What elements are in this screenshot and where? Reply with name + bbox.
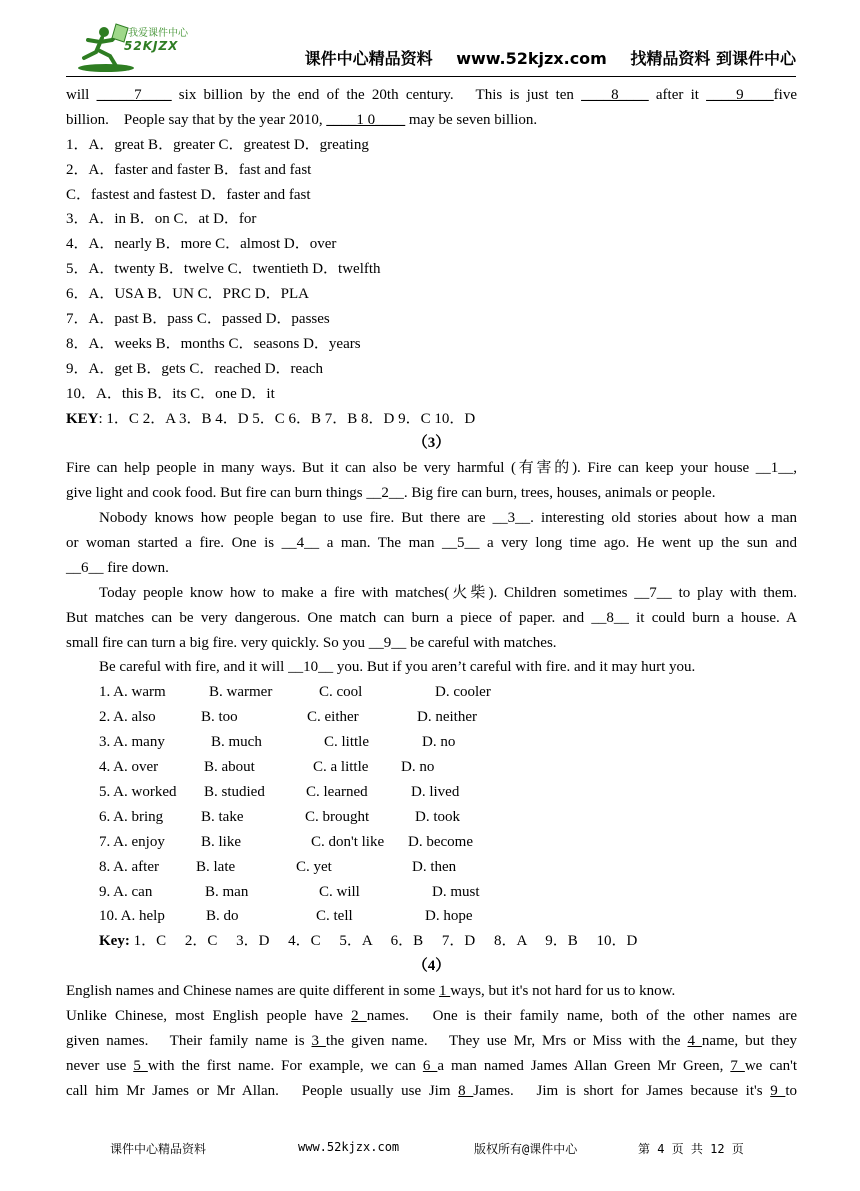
option-table	[66, 680, 797, 929]
header-slogan: 找精品资料 到课件中心	[630, 49, 796, 68]
document-body	[66, 83, 797, 1104]
option-cell: D. no	[422, 734, 456, 751]
text-line: small fire can turn a big fire. very quickly. So you __9__ be careful with matches.	[66, 634, 557, 651]
answer-key: Key: 1．C 2．C 3．D 4．C 5．A 6．B 7．D 8．A 9．B 10．D	[99, 933, 638, 950]
option-cell: D. cooler	[435, 684, 491, 701]
option-cell: B. man	[205, 883, 249, 900]
header-title-cn: 课件中心精品资料	[304, 49, 433, 68]
option-cell: C. learned	[306, 783, 368, 800]
text-line: Be careful with fire, and it will __10__ you. But if you aren’t careful with fire. and it may hurt you.	[99, 659, 696, 676]
option-cell: B. late	[196, 858, 236, 875]
logo-top-text: 我爱课件中心	[128, 28, 188, 39]
page-header	[66, 20, 796, 77]
passage-4	[66, 979, 797, 1103]
header-title	[287, 46, 796, 69]
option-cell: C. little	[324, 734, 369, 751]
option-cell: 10. A. help	[99, 908, 165, 925]
footer-copyright: 版权所有@课件中心	[474, 1142, 578, 1156]
option-cell: 2. A. also	[99, 709, 156, 726]
header-url[interactable]: www.52kjzx.com	[456, 49, 607, 68]
section-heading: （4）	[412, 958, 451, 975]
option-cell: B. studied	[204, 783, 265, 800]
option-cell: 9. A. can	[99, 883, 153, 900]
answer-key: KEY: 1．C 2．A 3．B 4．D 5．C 6．B 7．B 8．D 9．C 10．D	[66, 410, 476, 427]
option-line: 1．A．great B．greater C．greatest D．greating	[66, 136, 369, 153]
option-cell: B. take	[201, 808, 244, 825]
text-line: __6__ fire down.	[66, 559, 169, 576]
text-line: Today people know how to make a fire with matches(火柴). Children sometimes __7__ to play with them.	[99, 584, 797, 601]
site-logo	[76, 20, 216, 74]
option-cell: D. must	[432, 883, 480, 900]
option-cell: 5. A. worked	[99, 783, 177, 800]
option-cell: 8. A. after	[99, 858, 159, 875]
option-cell: C. either	[307, 709, 359, 726]
option-row	[66, 805, 797, 830]
option-cell: D. lived	[411, 783, 460, 800]
option-cell: 4. A. over	[99, 759, 159, 776]
text-line: English names and Chinese names are quite different in some 1 ways, but it's not hard for us to know.	[66, 983, 676, 1000]
option-row	[66, 705, 797, 730]
option-line: 8．A．weeks B．months C．seasons D．years	[66, 335, 361, 352]
option-line: C．fastest and fastest D．faster and fast	[66, 186, 311, 203]
option-cell: B. about	[204, 759, 255, 776]
option-cell: B. too	[201, 709, 238, 726]
option-cell: C. a little	[313, 759, 369, 776]
text-line: billion. People say that by the year 2010, ____1 0____ may be seven billion.	[66, 111, 538, 128]
text-line: But matches can be very dangerous. One match can burn a piece of paper. and __8__ it could burn a house. A	[66, 609, 797, 626]
option-row	[66, 780, 797, 805]
option-cell: B. much	[211, 734, 262, 751]
option-line: 5．A．twenty B．twelve C．twentieth D．twelfth	[66, 261, 381, 278]
option-row	[66, 880, 797, 905]
option-cell: D. neither	[417, 709, 477, 726]
option-row	[66, 830, 797, 855]
option-line: 7．A．past B．pass C．passed D．passes	[66, 311, 330, 328]
option-cell: D. hope	[425, 908, 473, 925]
option-cell: C. brought	[305, 808, 370, 825]
footer-brand: 课件中心精品资料	[110, 1142, 207, 1156]
option-row	[66, 904, 797, 929]
option-cell: C. cool	[319, 684, 363, 701]
text-line: call him Mr James or Mr Allan. People usually use Jim 8 James. Jim is short for James because it's 9 to	[66, 1082, 798, 1099]
option-cell: B. warmer	[209, 684, 273, 701]
text-line: Unlike Chinese, most English people have 2 names. One is their family name, both of the other names are	[66, 1007, 797, 1024]
option-line: 3．A．in B．on C．at D．for	[66, 211, 257, 228]
text-line: given names. Their family name is 3 the given name. They use Mr, Mrs or Miss with the 4 name, but they	[66, 1032, 797, 1049]
option-cell: D. then	[412, 858, 457, 875]
option-cell: C. will	[319, 883, 360, 900]
option-row	[66, 680, 797, 705]
logo-bottom-text: 52KJZX	[124, 39, 179, 53]
option-cell: 6. A. bring	[99, 808, 164, 825]
option-row	[66, 855, 797, 880]
text-line: or woman started a fire. One is __4__ a man. The man __5__ a very long time ago. He went up the sun and	[66, 535, 797, 552]
option-cell: C. yet	[296, 858, 332, 875]
option-line: 4．A．nearly B．more C．almost D．over	[66, 236, 337, 253]
text-line: give light and cook food. But fire can burn things __2__. Big fire can burn, trees, houses, animals or people.	[66, 485, 716, 502]
option-line: 10．A．this B．its C．one D．it	[66, 385, 275, 402]
option-cell: D. become	[408, 833, 473, 850]
option-cell: B. do	[206, 908, 239, 925]
section-heading: （3）	[412, 435, 451, 452]
option-cell: C. don't like	[311, 833, 385, 850]
option-cell: D. took	[415, 808, 460, 825]
option-cell: 7. A. enjoy	[99, 833, 165, 850]
option-line: 6．A．USA B．UN C．PRC D．PLA	[66, 286, 309, 303]
text-line: Fire can help people in many ways. But it can also be very harmful (有害的). Fire can keep your house __1__,	[66, 460, 797, 477]
option-cell: 3. A. many	[99, 734, 165, 751]
option-cell: B. like	[201, 833, 241, 850]
footer-page-number: 第 4 页 共 12 页	[638, 1142, 744, 1156]
option-line: 2．A．faster and faster B．fast and fast	[66, 161, 312, 178]
option-row	[66, 730, 797, 755]
option-cell: C. tell	[316, 908, 353, 925]
footer-url[interactable]: www.52kjzx.com	[298, 1140, 400, 1154]
option-row	[66, 755, 797, 780]
text-line: never use 5 with the first name. For example, we can 6 a man named James Allan Green Mr Green, 7 we can't	[66, 1057, 798, 1074]
option-cell: 1. A. warm	[99, 684, 166, 701]
option-line: 9．A．get B．gets C．reached D．reach	[66, 360, 324, 377]
text-line: will _____7____ six billion by the end of the 20th century. This is just ten ____8____ after it ____9____five	[66, 87, 797, 103]
text-line: Nobody knows how people began to use fire. But there are __3__. interesting old stories about how a man	[99, 510, 797, 527]
option-cell: D. no	[401, 759, 435, 776]
